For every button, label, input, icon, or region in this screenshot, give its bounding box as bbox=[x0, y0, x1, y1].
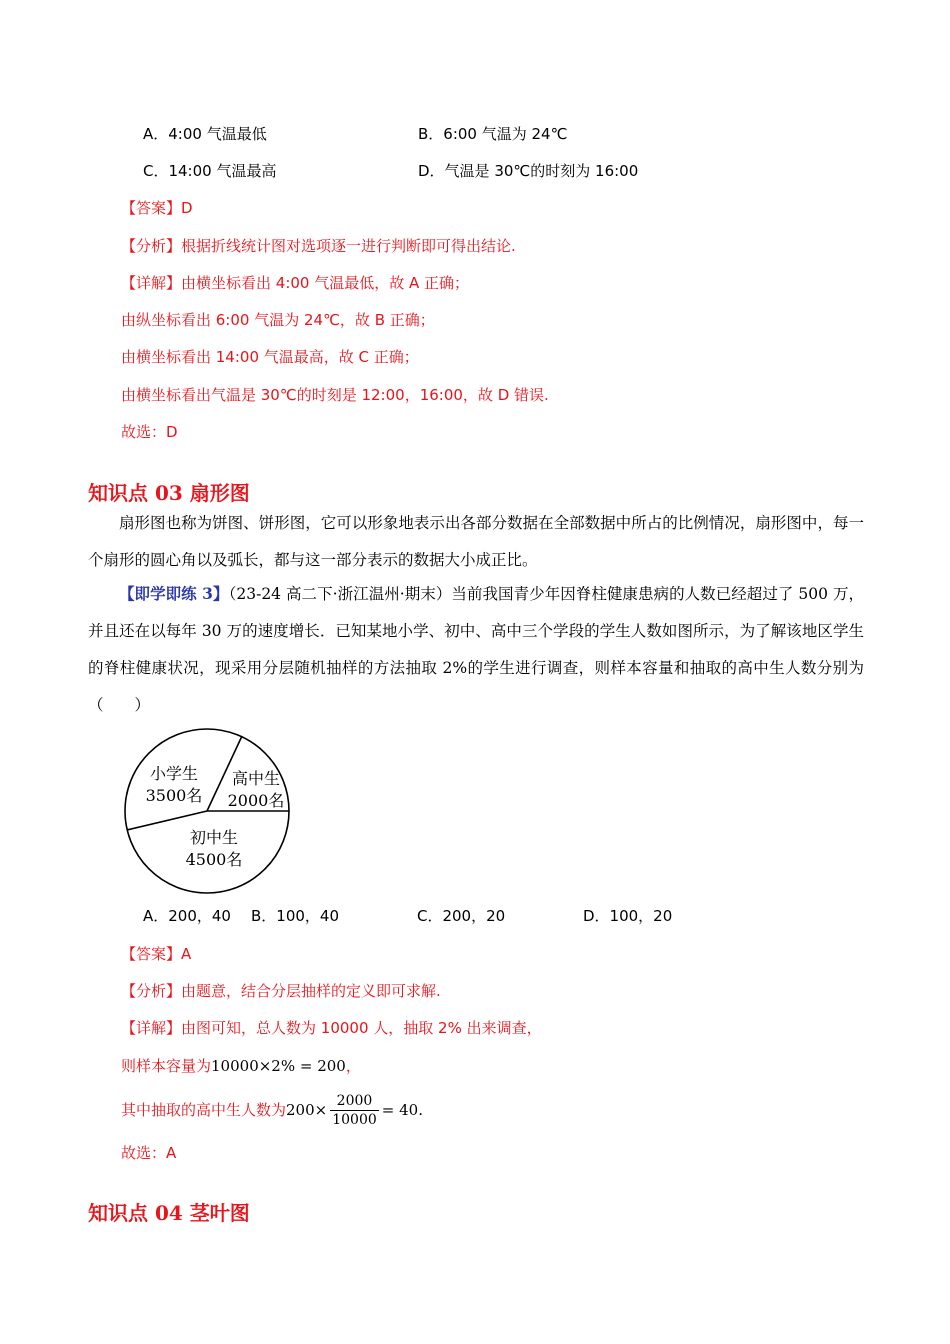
slice-value-junior: 4500名 bbox=[185, 850, 243, 869]
detail-line-3 bbox=[121, 1091, 423, 1129]
detail-line-2 bbox=[121, 1056, 361, 1076]
analysis: 【分析】由题意，结合分层抽样的定义即可求解. bbox=[121, 982, 441, 1000]
choice: 故选：A bbox=[121, 1144, 177, 1162]
detail-text: 由横坐标看出 4:00 气温最低，故 A 正确； bbox=[181, 274, 470, 292]
slice-value-primary: 3500名 bbox=[145, 786, 203, 805]
option-a: A．200，40 bbox=[143, 907, 231, 925]
question-text: （23-24 高二下·浙江温州·期末）当前我国青少年因脊柱健康患病的人数已经超过了 500 万，并且还在以每年 30 万的速度增长．已知某地小学、初中、高中三个学段的学生人数如图所示，为了解该地区学生的脊柱健康状况，现采用分层随机抽样的方法抽取 2%的学生进行调查，则样本容量和抽取的高中生人数分别为（ ） bbox=[88, 585, 865, 714]
option-c: C．200，20 bbox=[417, 907, 506, 925]
answer: 【答案】D bbox=[121, 199, 193, 217]
option-d: D．100，20 bbox=[583, 907, 673, 925]
detail-text: 由图可知，总人数为 10000 人，抽取 2% 出来调查， bbox=[181, 1019, 542, 1037]
slice-label-junior: 初中生 bbox=[189, 828, 239, 847]
option-d: D．气温是 30℃的时刻为 16:00 bbox=[418, 162, 639, 180]
fraction-numerator: 2000 bbox=[330, 1092, 379, 1111]
detail-line-3: 由横坐标看出 14:00 气温最高，故 C 正确； bbox=[121, 348, 419, 366]
fraction bbox=[330, 1092, 379, 1129]
section-title: 知识点 03 扇形图 bbox=[88, 481, 250, 505]
pie-chart bbox=[120, 725, 300, 895]
detail-line-1 bbox=[121, 1018, 542, 1038]
detail-suffix: ， bbox=[345, 1057, 361, 1075]
detail-suffix: . bbox=[418, 1101, 423, 1119]
high-count-formula-a: 200× bbox=[286, 1101, 328, 1119]
detail-label: 【详解】 bbox=[121, 274, 182, 292]
analysis: 【分析】根据折线统计图对选项逐一进行判断即可得出结论. bbox=[121, 237, 516, 255]
detail-line-2: 由纵坐标看出 6:00 气温为 24℃，故 B 正确； bbox=[121, 311, 435, 329]
high-count-formula-b: = 40 bbox=[381, 1101, 419, 1119]
slice-label-primary: 小学生 bbox=[149, 764, 199, 783]
detail-line-4: 由横坐标看出气温是 30℃的时刻是 12:00，16:00，故 D 错误. bbox=[121, 386, 549, 404]
answer: 【答案】A bbox=[121, 945, 192, 963]
question-tag: 【即学即练 3】 bbox=[119, 584, 229, 603]
choice: 故选：D bbox=[121, 423, 178, 441]
question-stem bbox=[88, 575, 864, 724]
option-a: A．4:00 气温最低 bbox=[143, 125, 267, 143]
detail-prefix: 其中抽取的高中生人数为 bbox=[121, 1101, 287, 1119]
detail-label: 【详解】 bbox=[121, 1019, 182, 1037]
detail-line-1 bbox=[121, 273, 469, 293]
section-title: 知识点 04 茎叶图 bbox=[88, 1201, 250, 1225]
detail-prefix: 则样本容量为 bbox=[121, 1057, 212, 1075]
option-b: B．100，40 bbox=[251, 907, 340, 925]
slice-value-high: 2000名 bbox=[227, 791, 285, 810]
sample-size-formula: 10000×2% = 200 bbox=[211, 1057, 346, 1075]
slice-label-high: 高中生 bbox=[231, 769, 281, 788]
section-description: 扇形图也称为饼图、饼形图，它可以形象地表示出各部分数据在全部数据中所占的比例情况，扇形图中，每一个扇形的圆心角以及弧长，都与这一部分表示的数据大小成正比。 bbox=[88, 514, 864, 569]
option-b: B．6:00 气温为 24℃ bbox=[418, 125, 568, 143]
option-c: C．14:00 气温最高 bbox=[143, 162, 277, 180]
fraction-denominator: 10000 bbox=[332, 1112, 377, 1128]
